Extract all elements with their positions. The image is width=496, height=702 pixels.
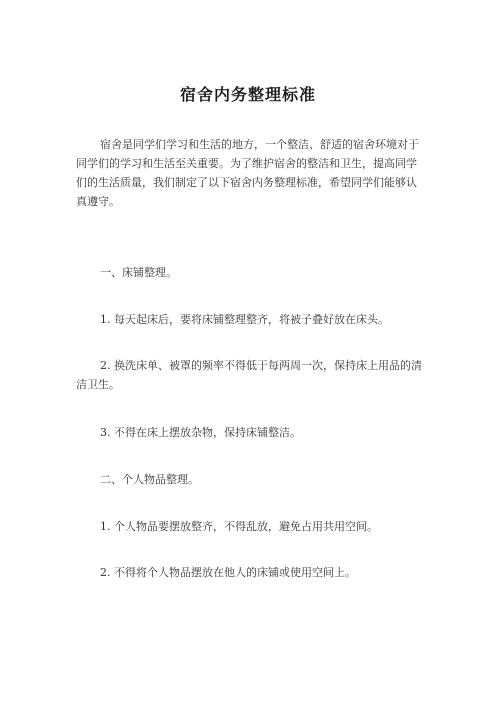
document-title: 宿舍内务整理标准	[179, 85, 316, 104]
bed-rule-3: 3. 不得在床上摆放杂物，保持床铺整洁。	[100, 426, 301, 439]
section-heading-bed: 一、床铺整理。	[100, 266, 177, 279]
bed-rule-1: 1. 每天起床后，要将床铺整理整齐，将被子叠好放在床头。	[100, 313, 389, 326]
intro-paragraph: 宿舍是同学们学习和生活的地方，一个整洁、舒适的宿舍环境对于同学们的学习和生活至关重要。为了维护宿舍的整洁和卫生，提高同学们的生活质量，我们制定了以下宿舍内务整理标准，希望同学们能够认真遵守。	[76, 138, 419, 208]
bed-rule-2: 2. 换洗床单、被罩的频率不得低于每两周一次，保持床上用品的清洁卫生。	[76, 359, 422, 391]
personal-rule-2: 2. 不得将个人物品摆放在他人的床铺或使用空间上。	[100, 566, 356, 579]
section-heading-personal: 二、个人物品整理。	[100, 473, 199, 486]
personal-rule-1: 1. 个人物品要摆放整齐，不得乱放，避免占用共用空间。	[100, 520, 378, 533]
